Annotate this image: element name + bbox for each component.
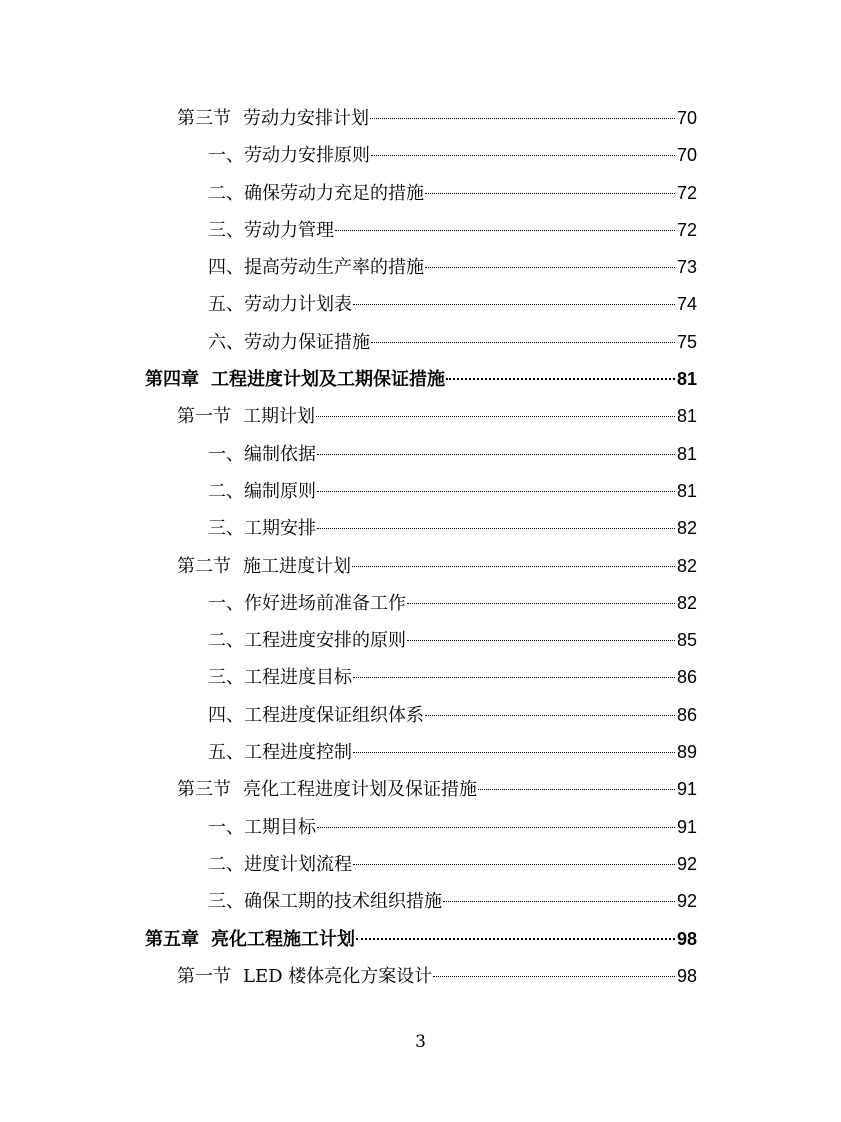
toc-entry-text: 二、工程进度安排的原则 xyxy=(208,630,406,652)
dot-leader xyxy=(316,416,675,417)
toc-entry-text: 三、确保工期的技术组织措施 xyxy=(208,891,442,913)
toc-subsection-entry[interactable] xyxy=(145,734,697,771)
toc-entry-number: 第二节 xyxy=(177,555,231,577)
dot-leader xyxy=(371,155,675,156)
toc-chapter-entry[interactable] xyxy=(145,921,697,958)
toc-entry-text: 三、工程进度目标 xyxy=(208,667,352,689)
dot-leader xyxy=(443,901,675,902)
toc-page-number: 92 xyxy=(676,853,697,874)
toc-entry-text: 六、劳动力保证措施 xyxy=(208,331,370,353)
toc-entry-text: 一、工期目标 xyxy=(208,816,316,838)
dot-leader xyxy=(425,193,675,194)
toc-entry-number: 第一节 xyxy=(177,406,231,428)
toc-entry-title xyxy=(208,286,352,323)
toc-entry-title xyxy=(145,361,445,398)
page-number: 3 xyxy=(415,1032,426,1052)
toc-chapter-entry[interactable] xyxy=(145,361,697,398)
toc-entry-text: 一、编制依据 xyxy=(208,443,316,465)
table-of-contents xyxy=(145,100,697,995)
toc-entry-text: LED 楼体亮化方案设计 xyxy=(243,965,433,987)
toc-entry-text: 五、劳动力计划表 xyxy=(208,294,352,316)
dot-leader xyxy=(353,677,675,678)
toc-page-number: 85 xyxy=(676,630,697,651)
dot-leader xyxy=(317,491,675,492)
dot-leader xyxy=(371,342,675,343)
toc-entry-text: 一、劳动力安排原则 xyxy=(208,145,370,167)
toc-page-number: 73 xyxy=(676,257,697,278)
toc-subsection-entry[interactable] xyxy=(145,324,697,361)
toc-entry-number: 第三节 xyxy=(177,779,231,801)
toc-entry-title xyxy=(208,249,424,286)
toc-page-number: 98 xyxy=(676,928,697,949)
toc-entry-title xyxy=(177,771,477,808)
dot-leader xyxy=(353,752,675,753)
toc-page-number: 81 xyxy=(676,480,697,501)
toc-subsection-entry[interactable] xyxy=(145,809,697,846)
dot-leader xyxy=(335,230,675,231)
toc-entry-title xyxy=(208,846,352,883)
toc-subsection-entry[interactable] xyxy=(145,286,697,323)
toc-subsection-entry[interactable] xyxy=(145,846,697,883)
toc-page-number: 98 xyxy=(676,965,697,986)
toc-entry-title xyxy=(177,548,351,585)
toc-subsection-entry[interactable] xyxy=(145,883,697,920)
toc-entry-number: 第四章 xyxy=(145,369,199,391)
toc-page-number: 86 xyxy=(676,667,697,688)
toc-entry-text: 亮化工程施工计划 xyxy=(211,928,355,950)
toc-entry-text: 三、工期安排 xyxy=(208,518,316,540)
toc-subsection-entry[interactable] xyxy=(145,697,697,734)
toc-page-number: 89 xyxy=(676,742,697,763)
dot-leader xyxy=(407,640,675,641)
toc-entry-title xyxy=(145,921,355,958)
dot-leader xyxy=(317,528,675,529)
toc-entry-number: 第一节 xyxy=(177,965,231,987)
dot-leader xyxy=(407,603,675,604)
toc-subsection-entry[interactable] xyxy=(145,510,697,547)
toc-entry-text: 一、作好进场前准备工作 xyxy=(208,592,406,614)
toc-page-number: 72 xyxy=(676,182,697,203)
toc-entry-title xyxy=(208,510,316,547)
toc-section-entry[interactable] xyxy=(145,398,697,435)
toc-subsection-entry[interactable] xyxy=(145,585,697,622)
toc-entry-title xyxy=(208,809,316,846)
toc-entry-title xyxy=(208,212,334,249)
dot-leader xyxy=(353,304,675,305)
toc-page-number: 75 xyxy=(676,331,697,352)
toc-entry-number: 第三节 xyxy=(177,108,231,129)
toc-entry-text: 亮化工程进度计划及保证措施 xyxy=(243,779,477,801)
toc-page-number: 72 xyxy=(676,219,697,240)
dot-leader xyxy=(446,378,675,380)
toc-page-number: 74 xyxy=(676,294,697,315)
toc-entry-text: 四、提高劳动生产率的措施 xyxy=(208,257,424,279)
toc-page-number: 81 xyxy=(676,369,697,390)
toc-entry-title xyxy=(177,100,369,137)
toc-entry-title xyxy=(208,436,316,473)
toc-subsection-entry[interactable] xyxy=(145,436,697,473)
toc-entry-title xyxy=(208,622,406,659)
toc-subsection-entry[interactable] xyxy=(145,137,697,174)
toc-page-number: 81 xyxy=(676,406,697,427)
toc-subsection-entry[interactable] xyxy=(145,622,697,659)
dot-leader xyxy=(425,267,675,268)
toc-page-number: 91 xyxy=(676,779,697,800)
toc-entry-title xyxy=(208,883,442,920)
toc-entry-title xyxy=(208,585,406,622)
dot-leader xyxy=(370,118,675,119)
toc-entry-text: 劳动力安排计划 xyxy=(243,108,369,129)
toc-entry-title xyxy=(208,324,370,361)
dot-leader xyxy=(356,938,675,940)
dot-leader xyxy=(433,976,675,977)
dot-leader xyxy=(478,789,675,790)
dot-leader xyxy=(317,454,675,455)
toc-page-number: 82 xyxy=(676,518,697,539)
dot-leader xyxy=(317,827,675,828)
toc-page-number: 70 xyxy=(676,108,697,128)
toc-section-entry[interactable] xyxy=(145,771,697,808)
toc-entry-title xyxy=(177,398,315,435)
toc-entry-title xyxy=(208,659,352,696)
dot-leader xyxy=(353,864,675,865)
toc-page-number: 91 xyxy=(676,816,697,837)
toc-page-number: 92 xyxy=(676,891,697,912)
toc-page-number: 82 xyxy=(676,555,697,576)
toc-entry-text: 二、编制原则 xyxy=(208,480,316,502)
toc-entry-title xyxy=(177,958,432,995)
toc-entry-text: 三、劳动力管理 xyxy=(208,219,334,241)
toc-section-entry[interactable] xyxy=(145,958,697,995)
toc-subsection-entry[interactable] xyxy=(145,473,697,510)
toc-entry-text: 工期计划 xyxy=(243,406,315,428)
toc-subsection-entry[interactable] xyxy=(145,175,697,212)
toc-entry-title xyxy=(208,175,424,212)
toc-entry-text: 五、工程进度控制 xyxy=(208,742,352,764)
toc-entry-title xyxy=(208,697,424,734)
toc-entry-text: 二、进度计划流程 xyxy=(208,853,352,875)
toc-subsection-entry[interactable] xyxy=(145,659,697,696)
toc-entry-text: 四、工程进度保证组织体系 xyxy=(208,704,424,726)
dot-leader xyxy=(352,566,675,567)
toc-entry-text: 工程进度计划及工期保证措施 xyxy=(211,369,445,391)
toc-section-entry[interactable] xyxy=(145,548,697,585)
toc-entry-title xyxy=(208,137,370,174)
toc-subsection-entry[interactable] xyxy=(145,212,697,249)
toc-page-number: 81 xyxy=(676,443,697,464)
toc-entry-text: 施工进度计划 xyxy=(243,555,351,577)
toc-entry-number: 第五章 xyxy=(145,928,199,950)
toc-section-entry[interactable] xyxy=(145,100,697,137)
toc-entry-title xyxy=(208,734,352,771)
toc-subsection-entry[interactable] xyxy=(145,249,697,286)
toc-entry-title xyxy=(208,473,316,510)
toc-page-number: 82 xyxy=(676,592,697,613)
dot-leader xyxy=(425,715,675,716)
toc-page-number: 70 xyxy=(676,145,697,166)
toc-page-number: 86 xyxy=(676,704,697,725)
toc-entry-text: 二、确保劳动力充足的措施 xyxy=(208,182,424,204)
